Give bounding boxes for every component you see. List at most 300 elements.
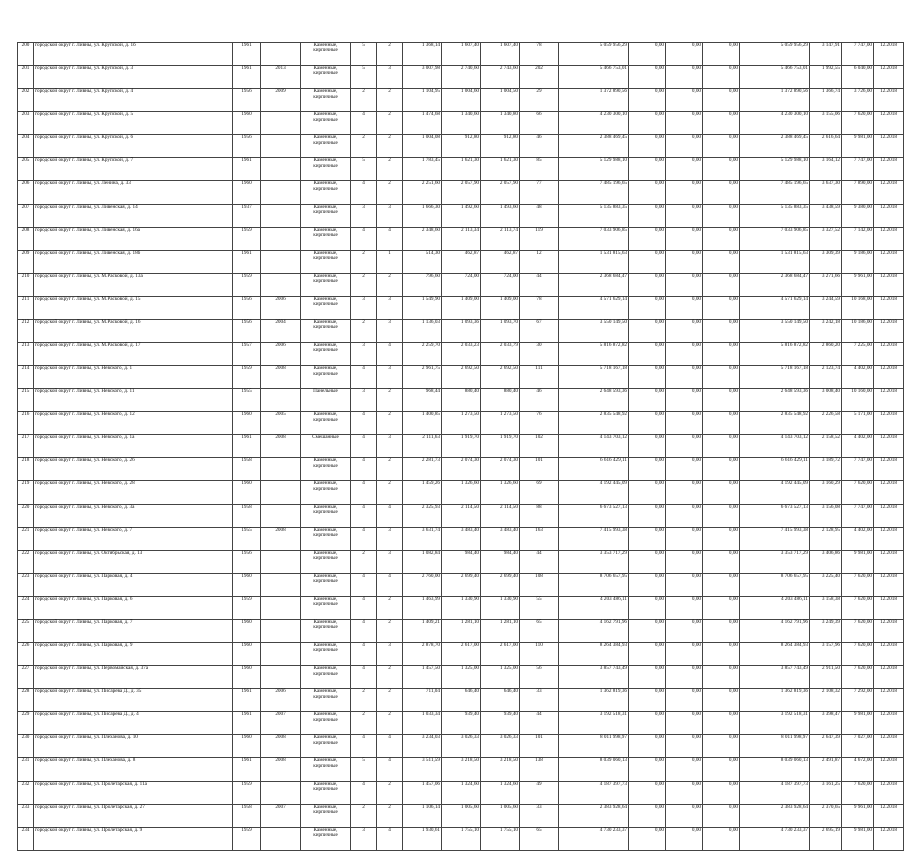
federal-funds-cell: 0,00 <box>629 712 666 735</box>
renovation-year-cell <box>261 112 301 135</box>
table-row <box>18 666 904 689</box>
wall-material-cell: Каменные, кирпичные <box>301 643 351 666</box>
row-number: 216 <box>18 412 34 435</box>
wall-material-cell: Каменные, кирпичные <box>301 250 351 273</box>
row-number: 217 <box>18 435 34 458</box>
federal-funds-cell: 0,00 <box>629 504 666 527</box>
total-cost-cell: 6 616 429,11 <box>740 458 810 481</box>
entrances-cell: 2 <box>377 712 403 735</box>
row-number: 233 <box>18 804 34 827</box>
cost-limit-cell: 9 380,00 <box>842 204 874 227</box>
completion-date-cell: 12.2018 <box>874 273 904 296</box>
residents-count-cell: 110 <box>520 643 559 666</box>
repair-cost-cell: 4 203 486,11 <box>559 596 629 619</box>
residential-area-cell: 939,40 <box>481 712 520 735</box>
residential-area-cell: 2 033,79 <box>481 343 520 366</box>
cost-limit-cell: 7 747,00 <box>842 43 874 66</box>
total-area-cell: 1 666,30 <box>403 204 442 227</box>
address-cell: городской округ г. Ливны, ул. Ливенская, д. 16а <box>34 227 233 250</box>
renovation-year-cell <box>261 666 301 689</box>
build-year-cell: 1937 <box>233 204 261 227</box>
total-cost-cell: 3 353 717,29 <box>740 550 810 573</box>
address-cell: городской округ г. Ливны, ул. М.Расковой, д. 13а <box>34 273 233 296</box>
unit-cost-cell: 2 108,32 <box>810 689 842 712</box>
address-cell: городской округ г. Ливны, ул. Первомайская, д. 37а <box>34 666 233 689</box>
wall-material-cell: Каменные, кирпичные <box>301 66 351 89</box>
unit-cost-cell: 3 008,40 <box>810 389 842 412</box>
renovation-year-cell <box>261 481 301 504</box>
wall-material-cell: Каменные, кирпичные <box>301 504 351 527</box>
local-funds-cell: 0,00 <box>703 319 740 342</box>
unit-cost-cell: 3 160,29 <box>810 481 842 504</box>
repair-cost-cell: 4 187 397,73 <box>559 781 629 804</box>
row-number: 219 <box>18 481 34 504</box>
cost-limit-cell: 9 961,00 <box>842 273 874 296</box>
regional-funds-cell: 0,00 <box>666 366 703 389</box>
cost-limit-cell: 7 620,00 <box>842 619 874 642</box>
unit-cost-cell: 3 244,59 <box>810 296 842 319</box>
table-row <box>18 827 904 850</box>
total-cost-cell: 4 162 791,96 <box>740 619 810 642</box>
total-area-cell: 2 251,60 <box>403 181 442 204</box>
build-year-cell: 1959 <box>233 781 261 804</box>
table-row <box>18 181 904 204</box>
residents-count-cell: 76 <box>520 412 559 435</box>
cost-limit-cell: 7 620,00 <box>842 596 874 619</box>
total-cost-cell: 8 011 998,97 <box>740 735 810 758</box>
cost-limit-cell: 7 620,00 <box>842 481 874 504</box>
total-area-cell: 1 463,99 <box>403 596 442 619</box>
completion-date-cell: 12.2018 <box>874 735 904 758</box>
residents-count-cell: 44 <box>520 273 559 296</box>
local-funds-cell: 0,00 <box>703 43 740 66</box>
total-cost-cell: 1 372 890,56 <box>740 89 810 112</box>
address-cell: городской округ г. Ливны, ул. Парковая, д. 4 <box>34 573 233 596</box>
build-year-cell: 1960 <box>233 573 261 596</box>
wall-material-cell: Каменные, кирпичные <box>301 619 351 642</box>
residential-area-cell: 1 621,30 <box>481 158 520 181</box>
floors-cell: 5 <box>351 758 377 781</box>
row-number: 232 <box>18 781 34 804</box>
build-year-cell: 1961 <box>233 250 261 273</box>
residents-count-cell: 55 <box>520 596 559 619</box>
residents-count-cell: 33 <box>520 689 559 712</box>
entrances-cell: 2 <box>377 781 403 804</box>
cost-limit-cell: 10 160,00 <box>842 389 874 412</box>
federal-funds-cell: 0,00 <box>629 89 666 112</box>
unit-cost-cell: 3 327,52 <box>810 227 842 250</box>
federal-funds-cell: 0,00 <box>629 389 666 412</box>
wall-material-cell: Панельные <box>301 389 351 412</box>
address-cell: городской округ г. Ливны, ул. Крупской, д. 6 <box>34 135 233 158</box>
repair-cost-cell: 3 857 743,49 <box>559 666 629 689</box>
table-row <box>18 435 904 458</box>
address-cell: городской округ г. Ливны, ул. Невского, д. 7 <box>34 527 233 550</box>
total-cost-cell: 8 264 384,93 <box>740 643 810 666</box>
table-row <box>18 296 904 319</box>
unit-cost-cell: 3 147,91 <box>810 43 842 66</box>
address-cell: городской округ г. Ливны, ул. Невского, д. 11 <box>34 389 233 412</box>
repair-cost-cell: 8 039 060,13 <box>559 758 629 781</box>
federal-funds-cell: 0,00 <box>629 412 666 435</box>
federal-funds-cell: 0,00 <box>629 204 666 227</box>
row-number: 223 <box>18 573 34 596</box>
completion-date-cell: 12.2018 <box>874 712 904 735</box>
floors-cell: 5 <box>351 158 377 181</box>
total-cost-cell: 2 648 593,36 <box>740 389 810 412</box>
completion-date-cell: 12.2018 <box>874 389 904 412</box>
table-row <box>18 689 904 712</box>
wall-material-cell: Смешанные <box>301 435 351 458</box>
floors-cell: 4 <box>351 481 377 504</box>
wall-material-cell: Каменные, кирпичные <box>301 319 351 342</box>
living-area-cell: 1 325,00 <box>442 666 481 689</box>
floors-cell: 5 <box>351 66 377 89</box>
residential-area-cell: 1 273,50 <box>481 412 520 435</box>
table-row <box>18 135 904 158</box>
repair-cost-cell: 7 033 906,85 <box>559 227 629 250</box>
cost-limit-cell: 7 890,00 <box>842 181 874 204</box>
federal-funds-cell: 0,00 <box>629 66 666 89</box>
table-row <box>18 158 904 181</box>
regional-funds-cell: 0,00 <box>666 227 703 250</box>
living-area-cell: 1 621,30 <box>442 158 481 181</box>
table-row <box>18 643 904 666</box>
residential-area-cell: 2 114,50 <box>481 504 520 527</box>
living-area-cell: 2 699,40 <box>442 573 481 596</box>
total-area-cell: 1 136,03 <box>403 319 442 342</box>
living-area-cell: 1 492,60 <box>442 204 481 227</box>
total-area-cell: 2 760,00 <box>403 573 442 596</box>
living-area-cell: 1 607,40 <box>442 43 481 66</box>
cost-limit-cell: 7 747,00 <box>842 158 874 181</box>
total-cost-cell: 3 550 149,50 <box>740 319 810 342</box>
row-number: 207 <box>18 204 34 227</box>
cost-limit-cell: 4 402,00 <box>842 435 874 458</box>
unit-cost-cell: 3 156,08 <box>810 504 842 527</box>
renovation-year-cell <box>261 596 301 619</box>
renovation-year-cell <box>261 643 301 666</box>
total-cost-cell: 5 129 988,10 <box>740 158 810 181</box>
completion-date-cell: 12.2018 <box>874 550 904 573</box>
federal-funds-cell: 0,00 <box>629 158 666 181</box>
living-area-cell: 2 113,34 <box>442 227 481 250</box>
local-funds-cell: 0,00 <box>703 550 740 573</box>
build-year-cell: 1958 <box>233 504 261 527</box>
floors-cell: 3 <box>351 204 377 227</box>
total-area-cell: 2 961,75 <box>403 366 442 389</box>
wall-material-cell: Каменные, кирпичные <box>301 481 351 504</box>
completion-date-cell: 12.2018 <box>874 204 904 227</box>
living-area-cell: 912,80 <box>442 135 481 158</box>
local-funds-cell: 0,00 <box>703 735 740 758</box>
row-number: 225 <box>18 619 34 642</box>
residents-count-cell: 12 <box>520 250 559 273</box>
residential-area-cell: 1 005,60 <box>481 804 520 827</box>
regional-funds-cell: 0,00 <box>666 619 703 642</box>
total-area-cell: 1 783,45 <box>403 158 442 181</box>
residents-count-cell: 108 <box>520 573 559 596</box>
entrances-cell: 2 <box>377 412 403 435</box>
floors-cell: 3 <box>351 827 377 850</box>
residential-area-cell: 1 004,50 <box>481 89 520 112</box>
row-number: 203 <box>18 112 34 135</box>
residents-count-cell: 111 <box>520 366 559 389</box>
living-area-cell: 1 755,10 <box>442 827 481 850</box>
floors-cell: 4 <box>351 227 377 250</box>
unit-cost-cell: 3 398,47 <box>810 712 842 735</box>
federal-funds-cell: 0,00 <box>629 804 666 827</box>
row-number: 208 <box>18 227 34 250</box>
cost-limit-cell: 4 402,00 <box>842 527 874 550</box>
regional-funds-cell: 0,00 <box>666 781 703 804</box>
entrances-cell: 2 <box>377 666 403 689</box>
renovation-year-cell <box>261 781 301 804</box>
cost-limit-cell: 9 981,00 <box>842 550 874 573</box>
local-funds-cell: 0,00 <box>703 619 740 642</box>
floors-cell: 3 <box>351 389 377 412</box>
unit-cost-cell: 2 491,87 <box>810 758 842 781</box>
completion-date-cell: 12.2018 <box>874 135 904 158</box>
cost-limit-cell: 9 981,00 <box>842 712 874 735</box>
entrances-cell: 4 <box>377 758 403 781</box>
cost-limit-cell: 5 171,00 <box>842 412 874 435</box>
unit-cost-cell: 2 123,74 <box>810 366 842 389</box>
completion-date-cell: 12.2018 <box>874 458 904 481</box>
total-area-cell: 968,44 <box>403 389 442 412</box>
total-cost-cell: 1 362 819,36 <box>740 689 810 712</box>
total-area-cell: 796,60 <box>403 273 442 296</box>
total-cost-cell: 4 203 486,11 <box>740 596 810 619</box>
local-funds-cell: 0,00 <box>703 227 740 250</box>
repair-cost-cell: 4 162 791,96 <box>559 619 629 642</box>
completion-date-cell: 12.2018 <box>874 827 904 850</box>
renovation-year-cell: 2008 <box>261 758 301 781</box>
entrances-cell: 4 <box>377 227 403 250</box>
regional-funds-cell: 0,00 <box>666 343 703 366</box>
federal-funds-cell: 0,00 <box>629 689 666 712</box>
unit-cost-cell: 2 695,19 <box>810 827 842 850</box>
address-cell: городской округ г. Ливны, ул. Невского, д. 3а <box>34 504 233 527</box>
residents-count-cell: 102 <box>520 435 559 458</box>
build-year-cell: 1960 <box>233 619 261 642</box>
table-row <box>18 481 904 504</box>
residents-count-cell: 33 <box>520 804 559 827</box>
unit-cost-cell: 3 249,39 <box>810 619 842 642</box>
local-funds-cell: 0,00 <box>703 481 740 504</box>
regional-funds-cell: 0,00 <box>666 527 703 550</box>
row-number: 226 <box>18 643 34 666</box>
local-funds-cell: 0,00 <box>703 666 740 689</box>
repair-cost-cell: 4 192 445,09 <box>559 481 629 504</box>
regional-funds-cell: 0,00 <box>666 804 703 827</box>
completion-date-cell: 12.2018 <box>874 112 904 135</box>
address-cell: городской округ г. Ливны, ул. Невского, д. 26 <box>34 458 233 481</box>
total-area-cell: 2 325,93 <box>403 504 442 527</box>
renovation-year-cell <box>261 504 301 527</box>
unit-cost-cell: 3 155,06 <box>810 112 842 135</box>
floors-cell: 4 <box>351 596 377 619</box>
wall-material-cell: Каменные, кирпичные <box>301 527 351 550</box>
federal-funds-cell: 0,00 <box>629 758 666 781</box>
local-funds-cell: 0,00 <box>703 504 740 527</box>
living-area-cell: 1 919,70 <box>442 435 481 458</box>
cost-limit-cell: 9 961,00 <box>842 804 874 827</box>
unit-cost-cell: 2 647,39 <box>810 735 842 758</box>
row-number: 201 <box>18 66 34 89</box>
total-cost-cell: 8 039 060,13 <box>740 758 810 781</box>
federal-funds-cell: 0,00 <box>629 666 666 689</box>
repair-cost-cell: 3 353 717,29 <box>559 550 629 573</box>
address-cell: городской округ г. Ливны, ул. Плеханова, д. 8 <box>34 758 233 781</box>
row-number: 222 <box>18 550 34 573</box>
table-row <box>18 735 904 758</box>
row-number: 231 <box>18 758 34 781</box>
build-year-cell: 1958 <box>233 804 261 827</box>
federal-funds-cell: 0,00 <box>629 781 666 804</box>
address-cell: городской округ г. Ливны, ул. Крупской, д. 3 <box>34 66 233 89</box>
address-cell: городской округ г. Ливны, ул. Пролетарская, д. 9 <box>34 827 233 850</box>
table-row <box>18 781 904 804</box>
living-area-cell: 3 483,40 <box>442 527 481 550</box>
cost-limit-cell: 4 672,00 <box>842 758 874 781</box>
regional-funds-cell: 0,00 <box>666 735 703 758</box>
unit-cost-cell: 3 406,86 <box>810 550 842 573</box>
federal-funds-cell: 0,00 <box>629 319 666 342</box>
residential-area-cell: 724,00 <box>481 273 520 296</box>
repair-cost-cell: 1 362 819,36 <box>559 689 629 712</box>
residential-area-cell: 2 692,50 <box>481 366 520 389</box>
regional-funds-cell: 0,00 <box>666 573 703 596</box>
floors-cell: 4 <box>351 181 377 204</box>
residential-area-cell: 2 113,74 <box>481 227 520 250</box>
regional-funds-cell: 0,00 <box>666 481 703 504</box>
wall-material-cell: Каменные, кирпичные <box>301 827 351 850</box>
repair-cost-cell: 4 571 629,14 <box>559 296 629 319</box>
wall-material-cell: Каменные, кирпичные <box>301 735 351 758</box>
repair-cost-cell: 2 835 548,92 <box>559 412 629 435</box>
wall-material-cell: Каменные, кирпичные <box>301 43 351 66</box>
build-year-cell: 1956 <box>233 319 261 342</box>
cost-limit-cell: 10 168,00 <box>842 296 874 319</box>
cost-limit-cell: 7 747,00 <box>842 458 874 481</box>
completion-date-cell: 12.2018 <box>874 343 904 366</box>
federal-funds-cell: 0,00 <box>629 250 666 273</box>
build-year-cell: 1960 <box>233 643 261 666</box>
entrances-cell: 2 <box>377 619 403 642</box>
completion-date-cell: 12.2018 <box>874 319 904 342</box>
regional-funds-cell: 0,00 <box>666 273 703 296</box>
total-area-cell: 3 234,03 <box>403 735 442 758</box>
row-number: 229 <box>18 712 34 735</box>
build-year-cell: 1961 <box>233 435 261 458</box>
repair-cost-cell: 5 059 956,29 <box>559 43 629 66</box>
renovation-year-cell <box>261 181 301 204</box>
residents-count-cell: 78 <box>520 43 559 66</box>
unit-cost-cell: 3 637,30 <box>810 181 842 204</box>
renovation-year-cell <box>261 458 301 481</box>
floors-cell: 2 <box>351 273 377 296</box>
build-year-cell: 1958 <box>233 458 261 481</box>
renovation-year-cell: 2004 <box>261 319 301 342</box>
residents-count-cell: 46 <box>520 389 559 412</box>
unit-cost-cell: 3 158,38 <box>810 596 842 619</box>
table-row <box>18 550 904 573</box>
residential-area-cell: 1 409,00 <box>481 296 520 319</box>
row-number: 210 <box>18 273 34 296</box>
wall-material-cell: Каменные, кирпичные <box>301 135 351 158</box>
wall-material-cell: Каменные, кирпичные <box>301 458 351 481</box>
residents-count-cell: 30 <box>520 343 559 366</box>
unit-cost-cell: 3 189,72 <box>810 458 842 481</box>
living-area-cell: 724,00 <box>442 273 481 296</box>
local-funds-cell: 0,00 <box>703 435 740 458</box>
federal-funds-cell: 0,00 <box>629 135 666 158</box>
wall-material-cell: Каменные, кирпичные <box>301 343 351 366</box>
table-row <box>18 343 904 366</box>
wall-material-cell: Каменные, кирпичные <box>301 596 351 619</box>
residents-count-cell: 163 <box>520 527 559 550</box>
federal-funds-cell: 0,00 <box>629 643 666 666</box>
row-number: 224 <box>18 596 34 619</box>
total-area-cell: 3 631,74 <box>403 527 442 550</box>
residents-count-cell: 88 <box>520 504 559 527</box>
build-year-cell: 1960 <box>233 481 261 504</box>
total-cost-cell: 4 192 445,09 <box>740 481 810 504</box>
local-funds-cell: 0,00 <box>703 181 740 204</box>
repair-cost-cell: 2 388 469,45 <box>559 135 629 158</box>
entrances-cell: 2 <box>377 596 403 619</box>
floors-cell: 2 <box>351 250 377 273</box>
renovation-year-cell <box>261 135 301 158</box>
completion-date-cell: 12.2018 <box>874 66 904 89</box>
local-funds-cell: 0,00 <box>703 527 740 550</box>
total-cost-cell: 8 706 657,95 <box>740 573 810 596</box>
wall-material-cell: Каменные, кирпичные <box>301 804 351 827</box>
unit-cost-cell: 2 158,52 <box>810 435 842 458</box>
residents-count-cell: 77 <box>520 181 559 204</box>
regional-funds-cell: 0,00 <box>666 666 703 689</box>
completion-date-cell: 12.2018 <box>874 412 904 435</box>
build-year-cell: 1959 <box>233 366 261 389</box>
living-area-cell: 1 005,60 <box>442 804 481 827</box>
local-funds-cell: 0,00 <box>703 758 740 781</box>
local-funds-cell: 0,00 <box>703 804 740 827</box>
floors-cell: 4 <box>351 112 377 135</box>
entrances-cell: 2 <box>377 481 403 504</box>
repair-cost-cell: 5 816 872,82 <box>559 343 629 366</box>
entrances-cell: 3 <box>377 319 403 342</box>
local-funds-cell: 0,00 <box>703 781 740 804</box>
residents-count-cell: 138 <box>520 758 559 781</box>
total-cost-cell: 5 466 753,01 <box>740 66 810 89</box>
entrances-cell: 4 <box>377 573 403 596</box>
total-cost-cell: 4 571 629,14 <box>740 296 810 319</box>
residents-count-cell: 56 <box>520 666 559 689</box>
living-area-cell: 1 324,60 <box>442 781 481 804</box>
regional-funds-cell: 0,00 <box>666 458 703 481</box>
renovation-year-cell <box>261 827 301 850</box>
total-area-cell: 1 459,26 <box>403 481 442 504</box>
residents-count-cell: 44 <box>520 712 559 735</box>
residents-count-cell: 49 <box>520 781 559 804</box>
entrances-cell: 2 <box>377 689 403 712</box>
cost-limit-cell: 7 620,00 <box>842 643 874 666</box>
regional-funds-cell: 0,00 <box>666 112 703 135</box>
living-area-cell: 2 114,50 <box>442 504 481 527</box>
residents-count-cell: 65 <box>520 827 559 850</box>
row-number: 209 <box>18 250 34 273</box>
